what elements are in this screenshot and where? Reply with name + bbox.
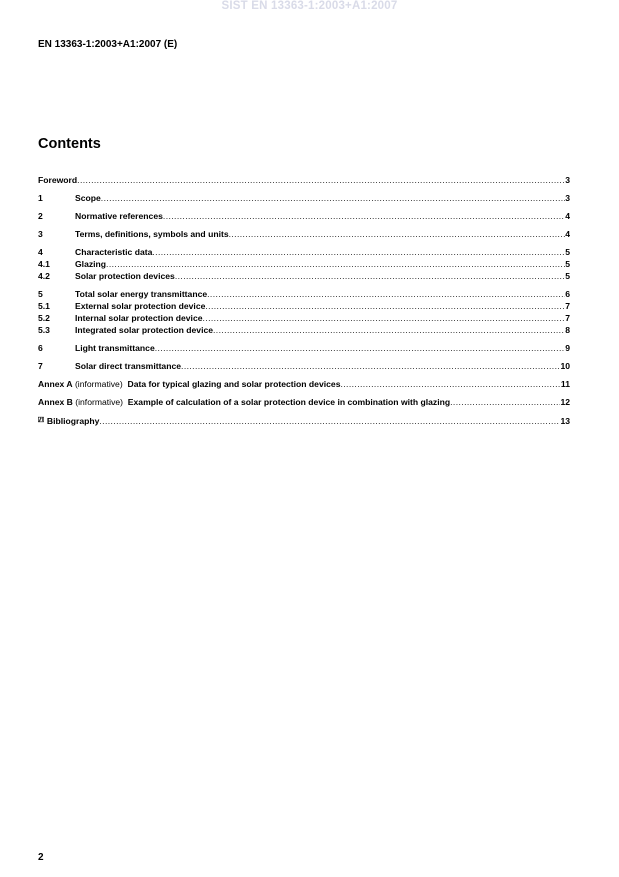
toc-page: 7 [565, 313, 570, 323]
toc-number: 6 [38, 343, 43, 353]
annex-title: Example of calculation of a solar protection device in combination with glazing [127, 397, 451, 407]
dot-leader [203, 313, 566, 323]
toc-number: 1 [38, 193, 43, 203]
toc-title: Internal solar protection device [75, 313, 203, 323]
toc-page: 5 [565, 247, 570, 257]
toc-entry-glazing[interactable] [38, 259, 570, 271]
toc-page: 3 [565, 193, 570, 203]
dot-leader [175, 271, 565, 281]
toc-page: 4 [565, 211, 570, 221]
dot-leader [163, 211, 565, 221]
toc-entry-normative-references[interactable] [38, 211, 570, 223]
toc-title: Integrated solar protection device [75, 325, 214, 335]
annex-type: (informative) [74, 379, 123, 389]
toc-title: Scope [75, 193, 101, 203]
toc-title: Light transmittance [75, 343, 155, 353]
toc-entry-external-device[interactable] [38, 301, 570, 313]
annex-label: Annex A [38, 379, 73, 389]
dot-leader [229, 229, 566, 239]
toc-page: 7 [565, 301, 570, 311]
toc-page: 4 [565, 229, 570, 239]
toc-title: Characteristic data [75, 247, 153, 257]
dot-leader [340, 379, 560, 389]
toc-number: 5.1 [38, 301, 50, 311]
toc-number: 3 [38, 229, 43, 239]
dot-leader [181, 361, 560, 371]
toc-page: 11 [560, 379, 570, 389]
toc-entry-annex-b[interactable] [38, 397, 570, 409]
toc-entry-terms-definitions[interactable] [38, 229, 570, 241]
toc-page: 13 [560, 416, 570, 426]
toc-entry-bibliography[interactable] [38, 415, 570, 427]
dot-leader [207, 289, 565, 299]
toc-title: Normative references [75, 211, 163, 221]
dot-leader [101, 193, 565, 203]
toc-page: 8 [565, 325, 570, 335]
toc-entry-characteristic-data[interactable] [38, 247, 570, 259]
toc-page: 10 [560, 361, 570, 371]
toc-entry-scope[interactable] [38, 193, 570, 205]
toc-title: External solar protection device [75, 301, 206, 311]
toc-number: 2 [38, 211, 43, 221]
table-of-contents [38, 175, 570, 427]
dot-leader [450, 397, 560, 407]
dot-leader [99, 416, 560, 426]
toc-number: 4 [38, 247, 43, 257]
annex-type: (informative) [75, 397, 124, 407]
toc-number: 5.3 [38, 325, 50, 335]
toc-page: 6 [565, 289, 570, 299]
toc-number: 7 [38, 361, 43, 371]
dot-leader [205, 301, 565, 311]
toc-number: 4.2 [38, 271, 50, 281]
toc-title: Terms, definitions, symbols and units [75, 229, 229, 239]
toc-number: 5.2 [38, 313, 50, 323]
toc-entry-solar-direct-transmittance[interactable] [38, 361, 570, 373]
toc-page: 9 [565, 343, 570, 353]
toc-title: Foreword [38, 175, 78, 185]
annex-title: Data for typical glazing and solar protection devices [127, 379, 341, 389]
page-number: 2 [38, 852, 44, 863]
toc-page: 3 [565, 175, 570, 185]
toc-entry-foreword[interactable] [38, 175, 570, 187]
toc-title: Bibliography [46, 416, 100, 426]
toc-entry-light-transmittance[interactable] [38, 343, 570, 355]
toc-page: 12 [560, 397, 570, 407]
toc-entry-total-solar-energy-transmittance[interactable] [38, 289, 570, 301]
dot-leader [77, 175, 565, 185]
dot-leader [213, 325, 565, 335]
toc-title: Solar protection devices [75, 271, 175, 281]
dot-leader [152, 247, 565, 257]
toc-page: 5 [565, 271, 570, 281]
toc-number: 4.1 [38, 259, 50, 269]
toc-title: Glazing [75, 259, 107, 269]
document-id: EN 13363-1:2003+A1:2007 (E) [38, 39, 178, 50]
toc-page: 5 [565, 259, 570, 269]
annex-label: Annex B [38, 397, 73, 407]
toc-entry-annex-a[interactable] [38, 379, 570, 391]
toc-entry-internal-device[interactable] [38, 313, 570, 325]
toc-entry-integrated-device[interactable] [38, 325, 570, 337]
watermark: SIST EN 13363-1:2003+A1:2007 [221, 0, 398, 12]
toc-entry-solar-protection-devices[interactable] [38, 271, 570, 283]
dot-leader [106, 259, 565, 269]
a1-amendment-marker-icon [38, 415, 44, 424]
toc-title: Total solar energy transmittance [75, 289, 208, 299]
toc-title: Solar direct transmittance [75, 361, 182, 371]
contents-heading: Contents [38, 136, 101, 152]
toc-number: 5 [38, 289, 43, 299]
dot-leader [155, 343, 565, 353]
